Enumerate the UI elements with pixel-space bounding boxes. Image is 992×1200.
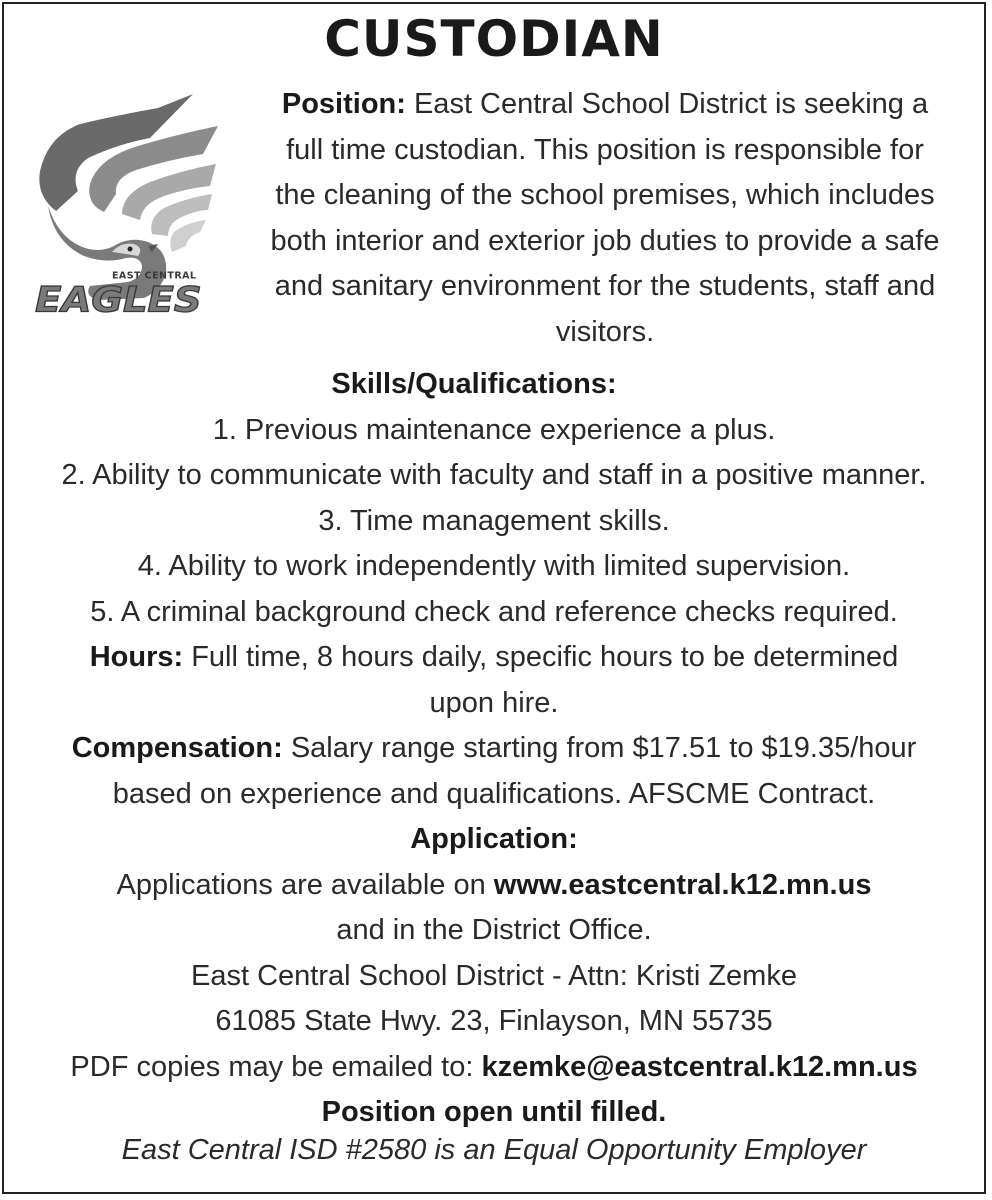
logo-school-text: EAST CENTRAL (111, 270, 197, 282)
compensation-line: based on experience and qualifications. AFSCME Contract. (112, 777, 876, 810)
position-section (226, 82, 984, 355)
position-line: both interior and exterior job duties to provide a safe (270, 224, 940, 257)
skill-item: 2. Ability to communicate with faculty and staff in a positive manner. (61, 459, 927, 491)
application-office: and in the District Office. (336, 914, 652, 946)
position-label: Position: (281, 88, 406, 120)
application-attn: East Central School District - Attn: Kristi Zemke (191, 959, 797, 992)
position-line: visitors. (555, 315, 655, 348)
open-until-filled: Position open until filled. (321, 1096, 667, 1128)
logo-wordmark (18, 268, 224, 320)
application-address: 61085 State Hwy. 23, Finlayson, MN 55735 (215, 1005, 773, 1037)
skill-item: 5. A criminal background check and reference checks required. (90, 595, 898, 628)
logo-team-text: EAGLES (35, 280, 202, 320)
skill-item: 1. Previous maintenance experience a plus. (212, 413, 776, 446)
school-logo (18, 86, 224, 320)
position-line: full time custodian. This position is responsible for (286, 133, 924, 166)
compensation-line: Compensation: Salary range starting from $17.51 to $19.35/hour (71, 732, 917, 764)
position-line: and sanitary environment for the students, staff and (274, 270, 936, 302)
hours-line: Hours: Full time, 8 hours daily, specific hours to be determined (89, 641, 899, 673)
application-heading: Application: (410, 823, 578, 855)
job-ad (2, 2, 986, 1194)
position-line (226, 82, 984, 128)
skill-item: 4. Ability to work independently with limited supervision. (137, 550, 851, 582)
skill-item: 3. Time management skills. (318, 504, 670, 537)
compensation-label: Compensation: (71, 732, 283, 764)
position-text: East Central School District is seeking a (413, 88, 929, 120)
website-link[interactable]: www.eastcentral.k12.mn.us (493, 868, 872, 901)
eoe-statement: East Central ISD #2580 is an Equal Opportunity Employer (121, 1134, 867, 1166)
application-email-line: PDF copies may be emailed to: kzemke@eastcentral.k12.mn.us (70, 1050, 918, 1083)
skills-heading: Skills/Qualifications: (331, 368, 617, 400)
details-section (4, 362, 984, 1136)
email-link[interactable]: kzemke@eastcentral.k12.mn.us (481, 1050, 918, 1083)
hours-label: Hours: (89, 641, 184, 673)
hours-line: upon hire. (429, 686, 559, 719)
position-line: the cleaning of the school premises, which includes (275, 179, 935, 211)
application-availability: Applications are available on www.eastcentral.k12.mn.us (116, 868, 872, 901)
ad-title: CUSTODIAN (324, 10, 664, 68)
